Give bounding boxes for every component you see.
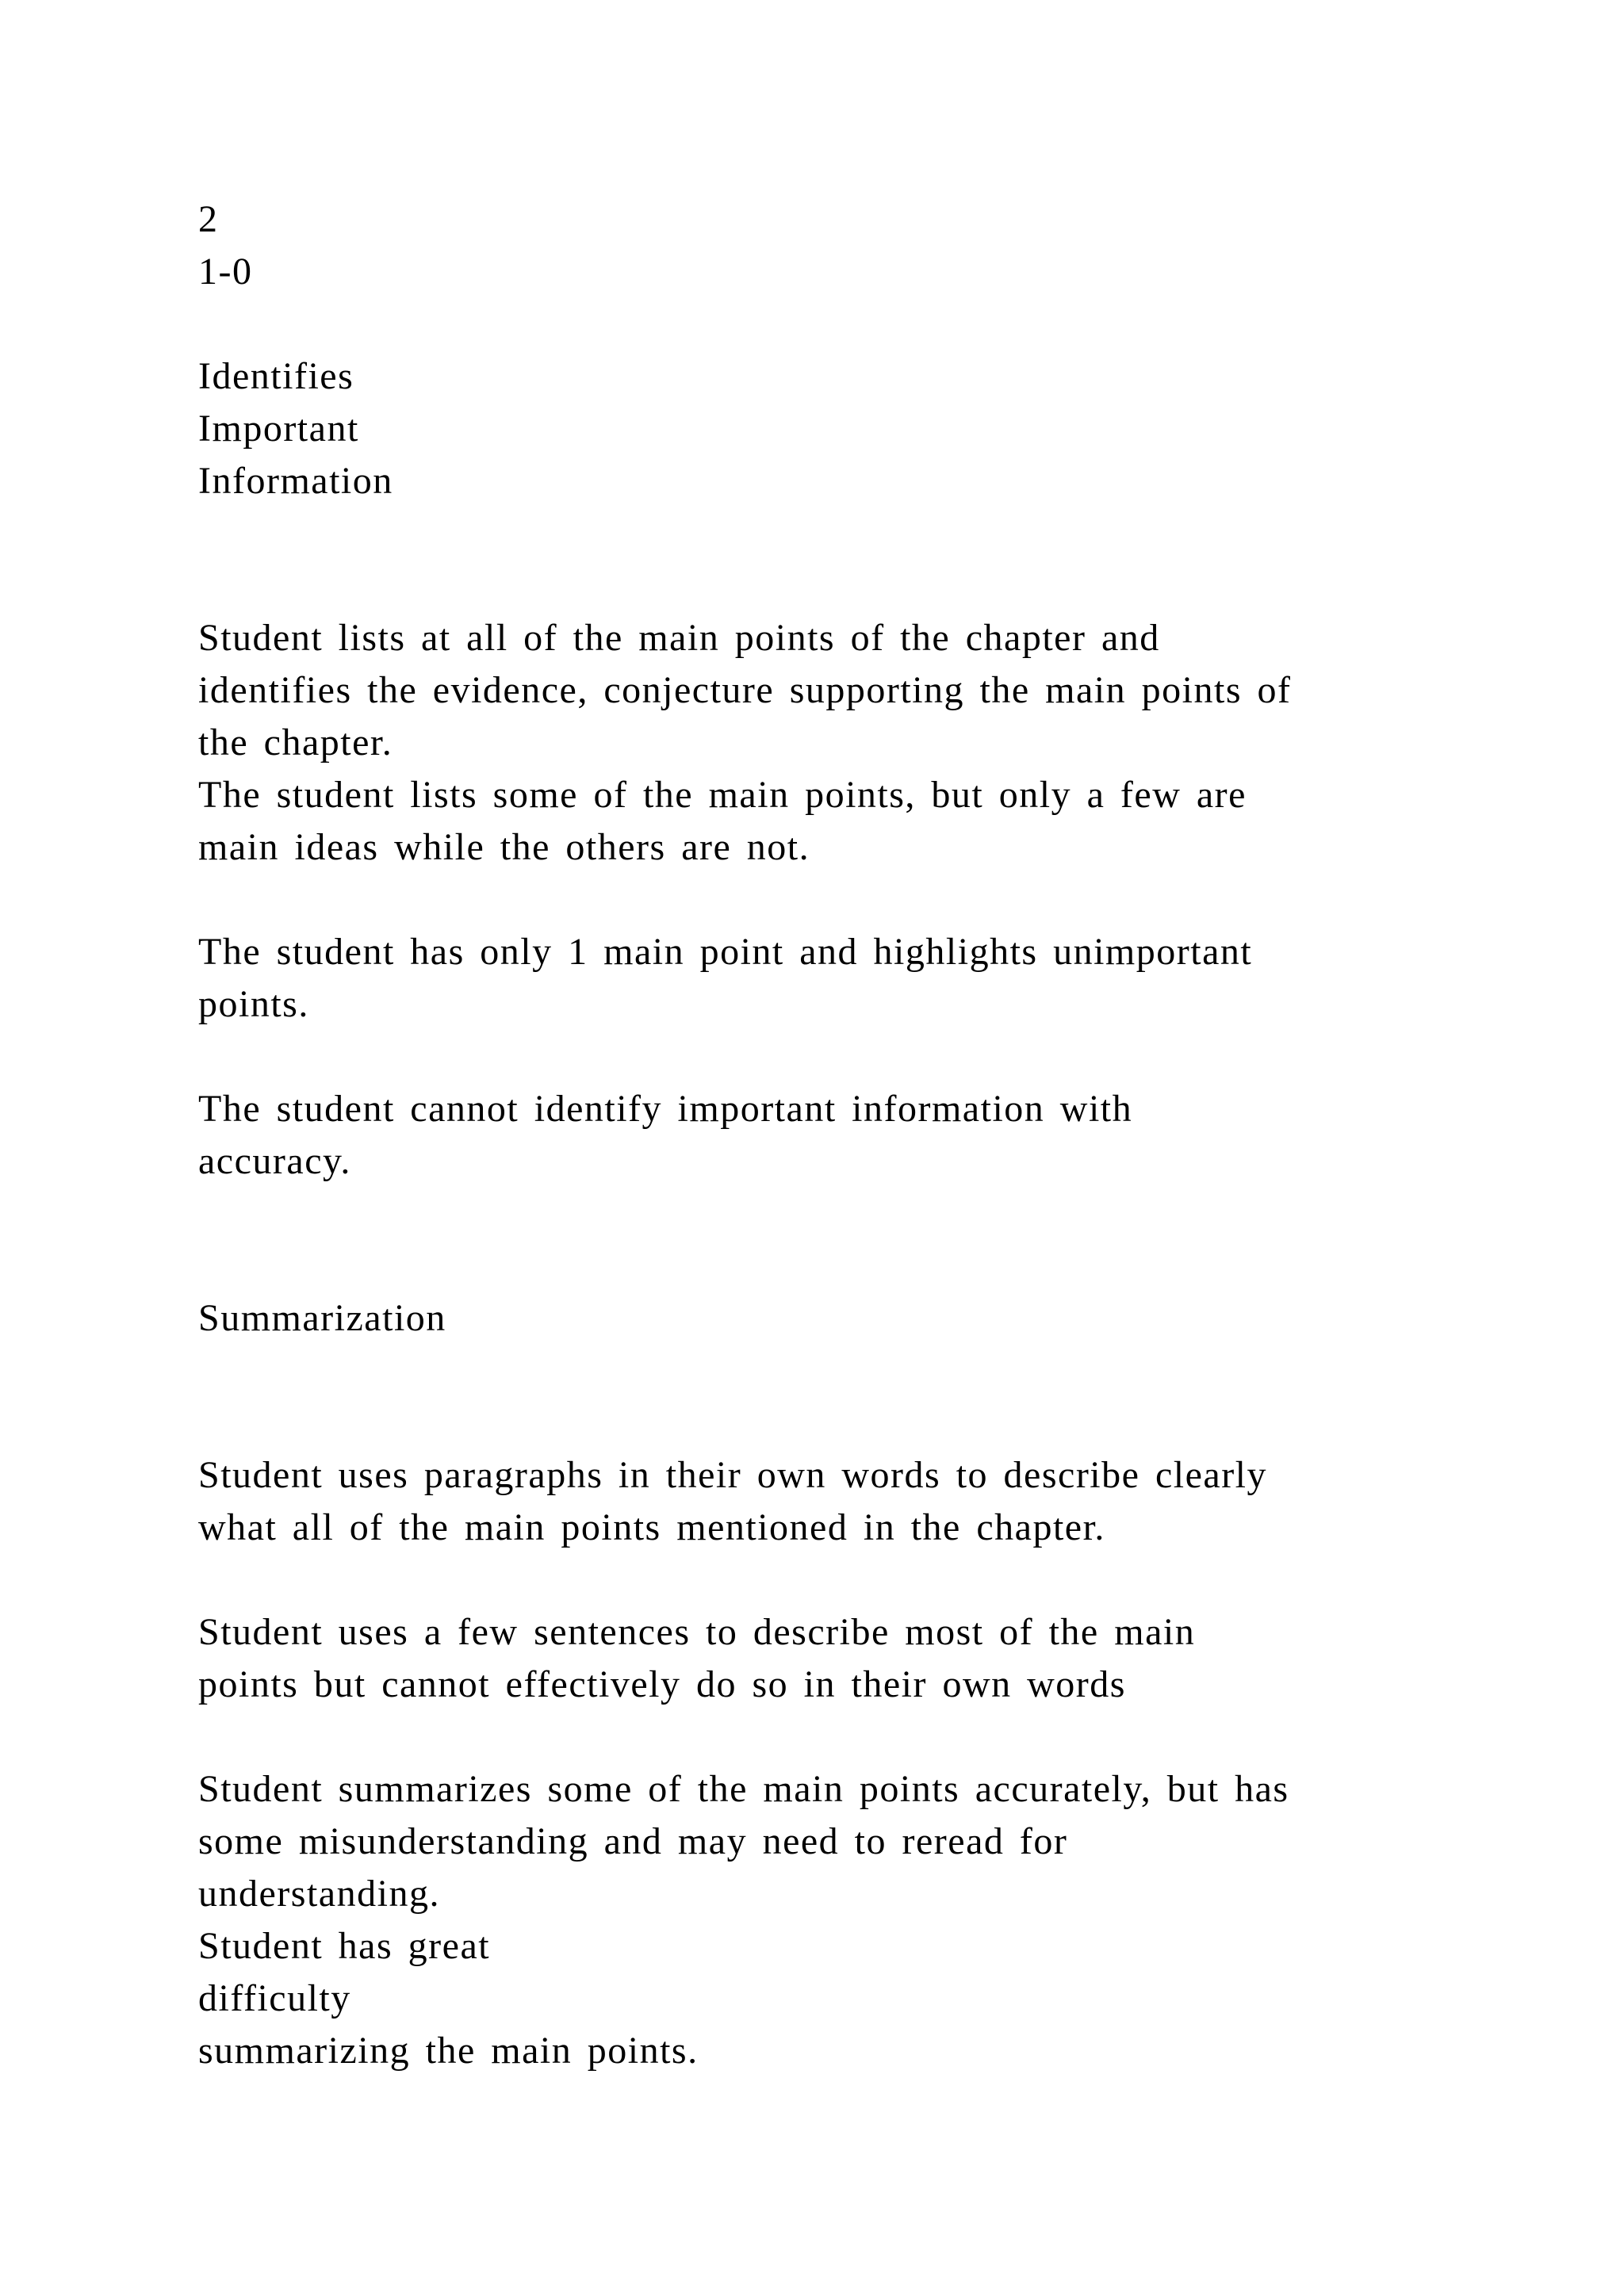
- descriptor-line: Student uses paragraphs in their own words to describe clearly: [198, 1454, 1268, 1496]
- descriptor-line: some misunderstanding and may need to reread for: [198, 1820, 1068, 1862]
- criterion-title-line: Summarization: [198, 1297, 446, 1339]
- blank-line: [198, 298, 1507, 350]
- descriptor-line: main ideas while the others are not.: [198, 826, 810, 868]
- blank-line: [198, 1345, 1507, 1397]
- descriptor-line: Student uses a few sentences to describe most of the main: [198, 1611, 1196, 1653]
- score-range: 1-0: [198, 251, 253, 293]
- criterion-title-line: Important: [198, 408, 359, 450]
- descriptor-line: summarizing the main points.: [198, 2030, 699, 2072]
- score-number: 2: [198, 198, 219, 240]
- blank-line: [198, 1031, 1507, 1083]
- blank-line: [198, 1188, 1507, 1240]
- blank-line: [198, 560, 1507, 612]
- descriptor-line: the chapter.: [198, 721, 393, 763]
- descriptor-line: Student summarizes some of the main points accurately, but has: [198, 1768, 1289, 1810]
- blank-line: [198, 1554, 1507, 1606]
- descriptor-line: accuracy.: [198, 1140, 351, 1182]
- descriptor-line: points.: [198, 983, 309, 1025]
- criterion-title-line: Information: [198, 460, 393, 502]
- descriptor-line: Student has great: [198, 1925, 491, 1967]
- descriptor-line: what all of the main points mentioned in the chapter.: [198, 1506, 1105, 1548]
- blank-line: [198, 1397, 1507, 1449]
- blank-line: [198, 1711, 1507, 1763]
- descriptor-line: The student lists some of the main points, but only a few are: [198, 774, 1247, 816]
- blank-line: [198, 874, 1507, 926]
- blank-line: [198, 1240, 1507, 1292]
- descriptor-line: difficulty: [198, 1977, 351, 2019]
- descriptor-line: The student cannot identify important information with: [198, 1088, 1133, 1130]
- descriptor-line: The student has only 1 main point and highlights unimportant: [198, 931, 1253, 973]
- criterion-title-line: Identifies: [198, 355, 354, 397]
- descriptor-line: understanding.: [198, 1873, 440, 1915]
- document-body: [198, 193, 1507, 2077]
- blank-line: [198, 507, 1507, 560]
- descriptor-line: identifies the evidence, conjecture supporting the main points of: [198, 669, 1292, 711]
- descriptor-line: Student lists at all of the main points of the chapter and: [198, 617, 1160, 659]
- descriptor-line: points but cannot effectively do so in their own words: [198, 1663, 1126, 1705]
